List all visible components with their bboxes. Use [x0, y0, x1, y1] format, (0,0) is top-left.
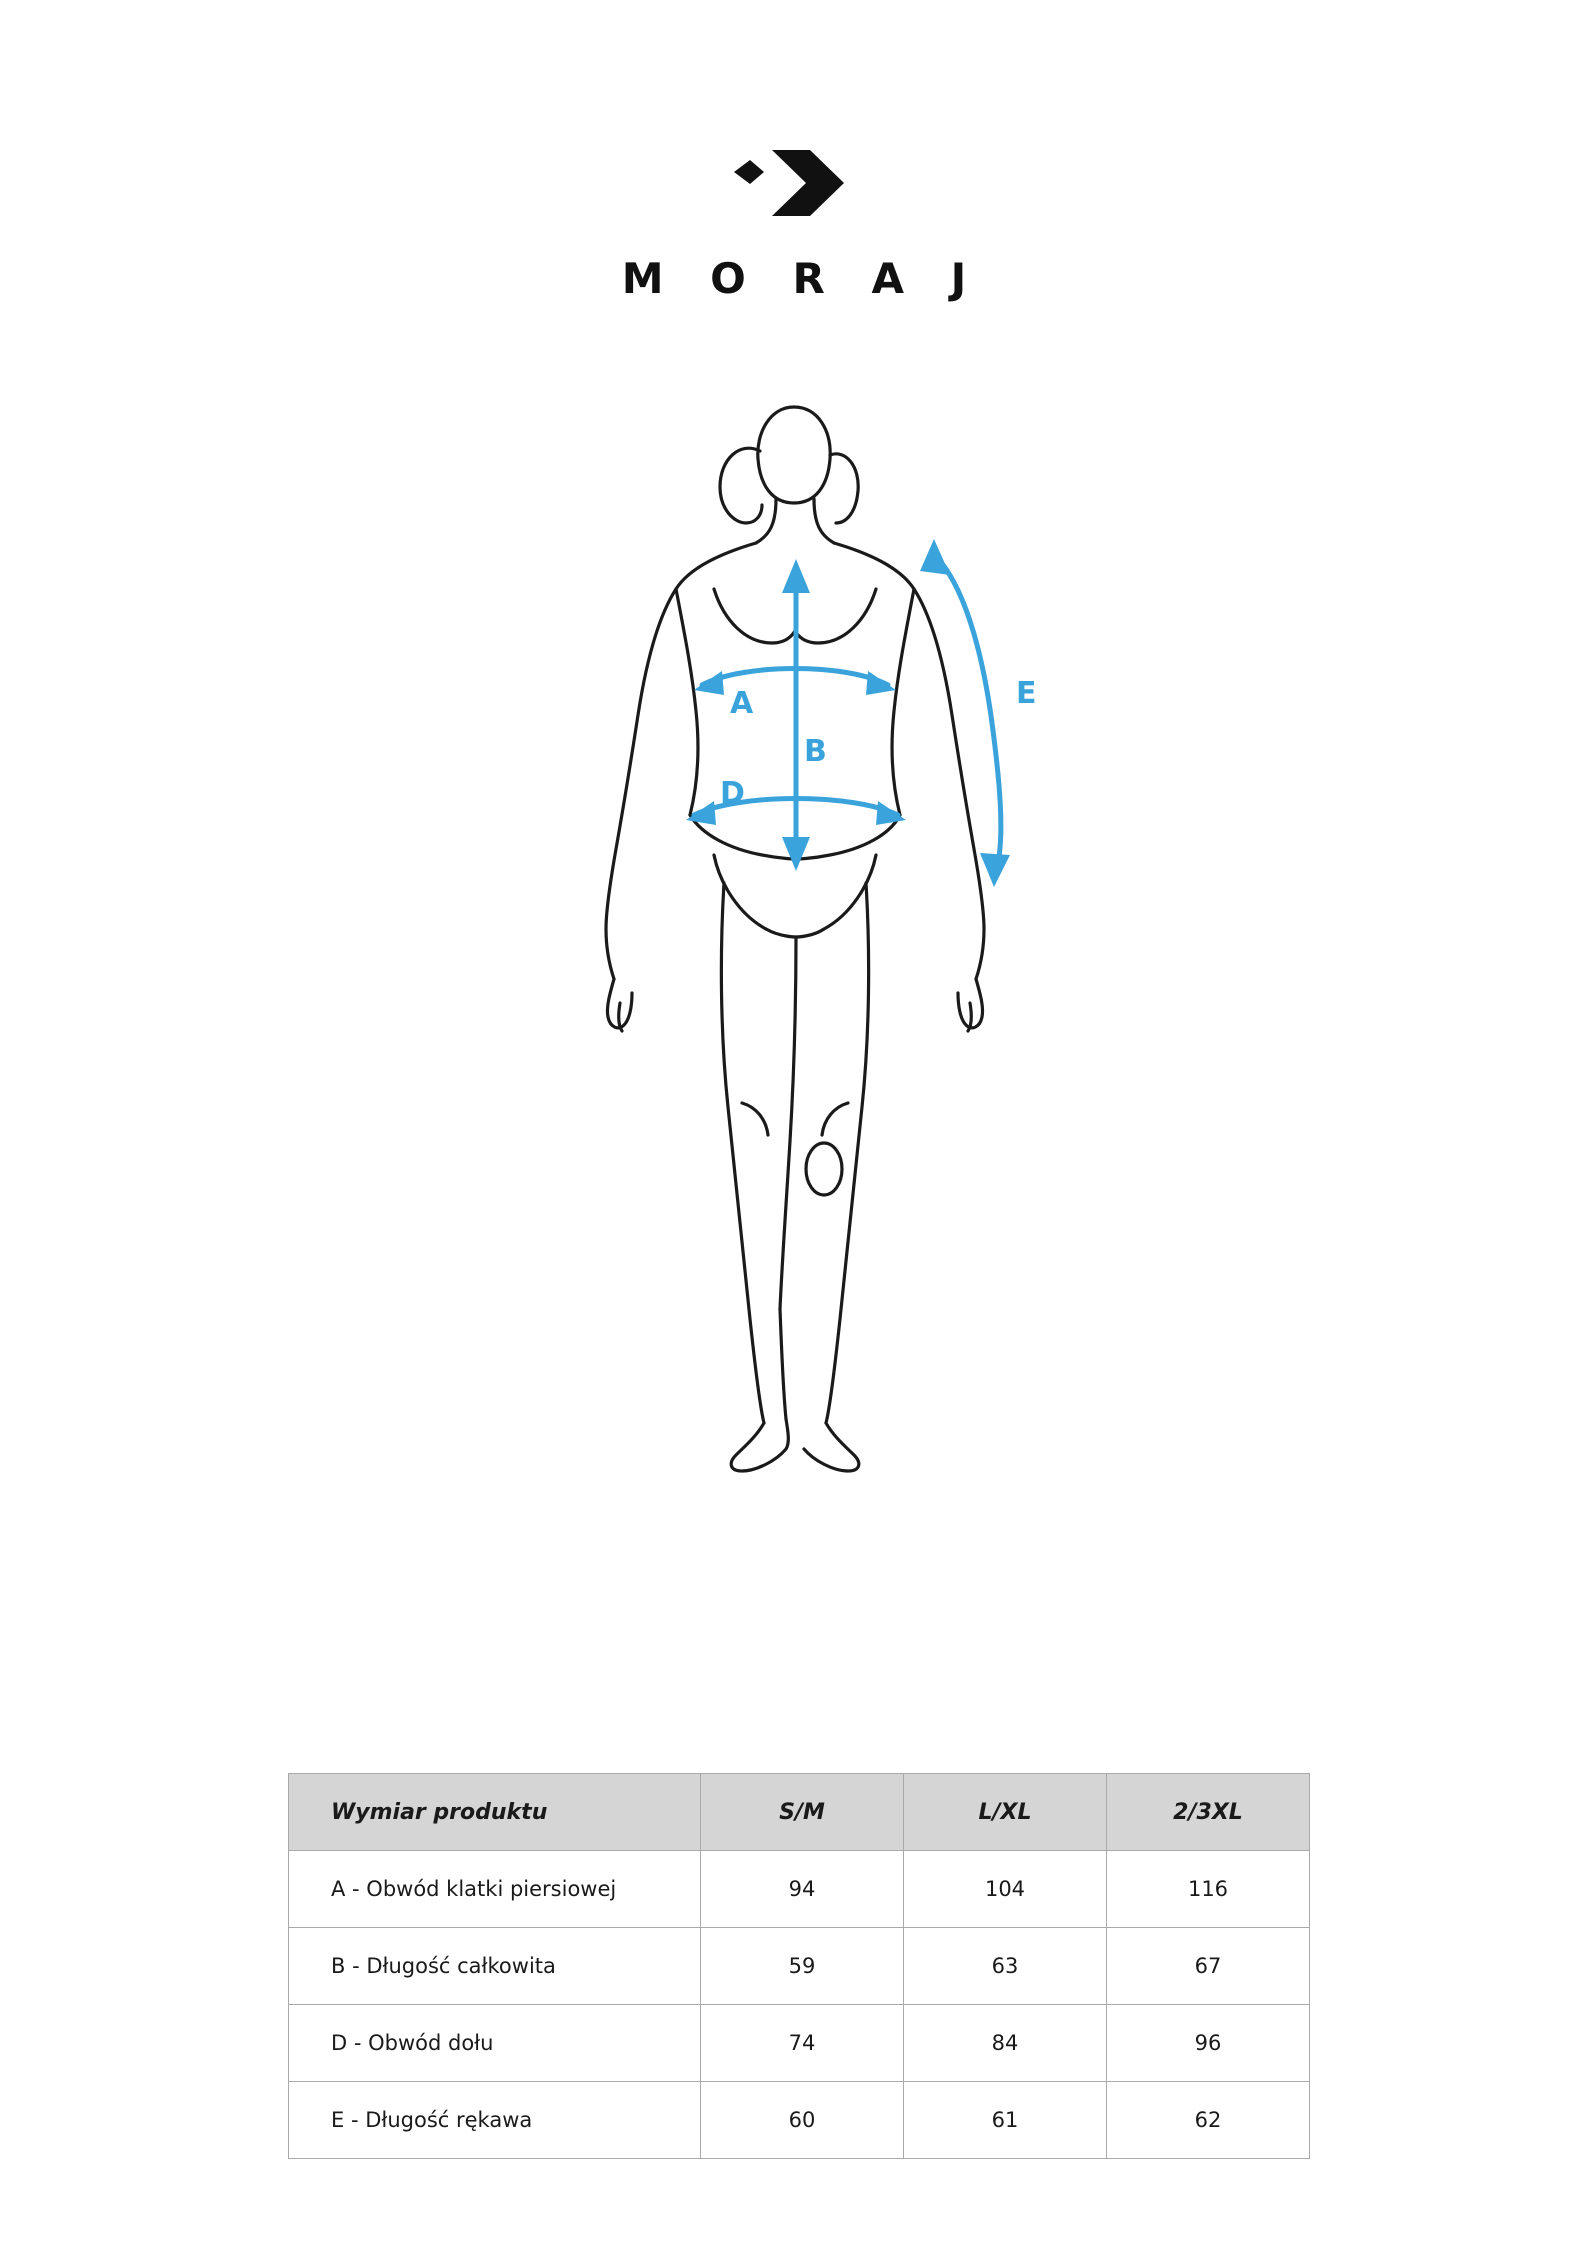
row-value: 84 [904, 2005, 1107, 2082]
measurement-diagram [0, 363, 1588, 1483]
size-table-wrapper [288, 1773, 1310, 2159]
row-label: B - Długość całkowita [289, 1928, 701, 2005]
table-row [289, 2082, 1310, 2159]
header-size-lxl: L/XL [904, 1774, 1107, 1851]
size-table [288, 1773, 1310, 2159]
row-label: A - Obwód klatki piersiowej [289, 1851, 701, 1928]
row-value: 94 [701, 1851, 904, 1928]
brand-block [606, 150, 982, 303]
label-d: D [720, 776, 745, 811]
header-dimension: Wymiar produktu [289, 1774, 701, 1851]
row-value: 61 [904, 2082, 1107, 2159]
moraj-arrow-logo-icon [734, 150, 854, 216]
row-value: 67 [1107, 1928, 1310, 2005]
row-value: 96 [1107, 2005, 1310, 2082]
table-row [289, 1851, 1310, 1928]
row-label: E - Długość rękawa [289, 2082, 701, 2159]
table-row [289, 1928, 1310, 2005]
row-value: 62 [1107, 2082, 1310, 2159]
row-value: 74 [701, 2005, 904, 2082]
brand-name: M O R A J [621, 254, 983, 303]
table-row [289, 2005, 1310, 2082]
table-header-row [289, 1774, 1310, 1851]
label-b: B [804, 734, 827, 769]
row-value: 116 [1107, 1851, 1310, 1928]
row-value: 60 [701, 2082, 904, 2159]
header-size-sm: S/M [701, 1774, 904, 1851]
label-e: E [1016, 676, 1037, 711]
label-a: A [730, 686, 754, 721]
row-value: 104 [904, 1851, 1107, 1928]
row-value: 63 [904, 1928, 1107, 2005]
header-size-23xl: 2/3XL [1107, 1774, 1310, 1851]
row-label: D - Obwód dołu [289, 2005, 701, 2082]
row-value: 59 [701, 1928, 904, 2005]
